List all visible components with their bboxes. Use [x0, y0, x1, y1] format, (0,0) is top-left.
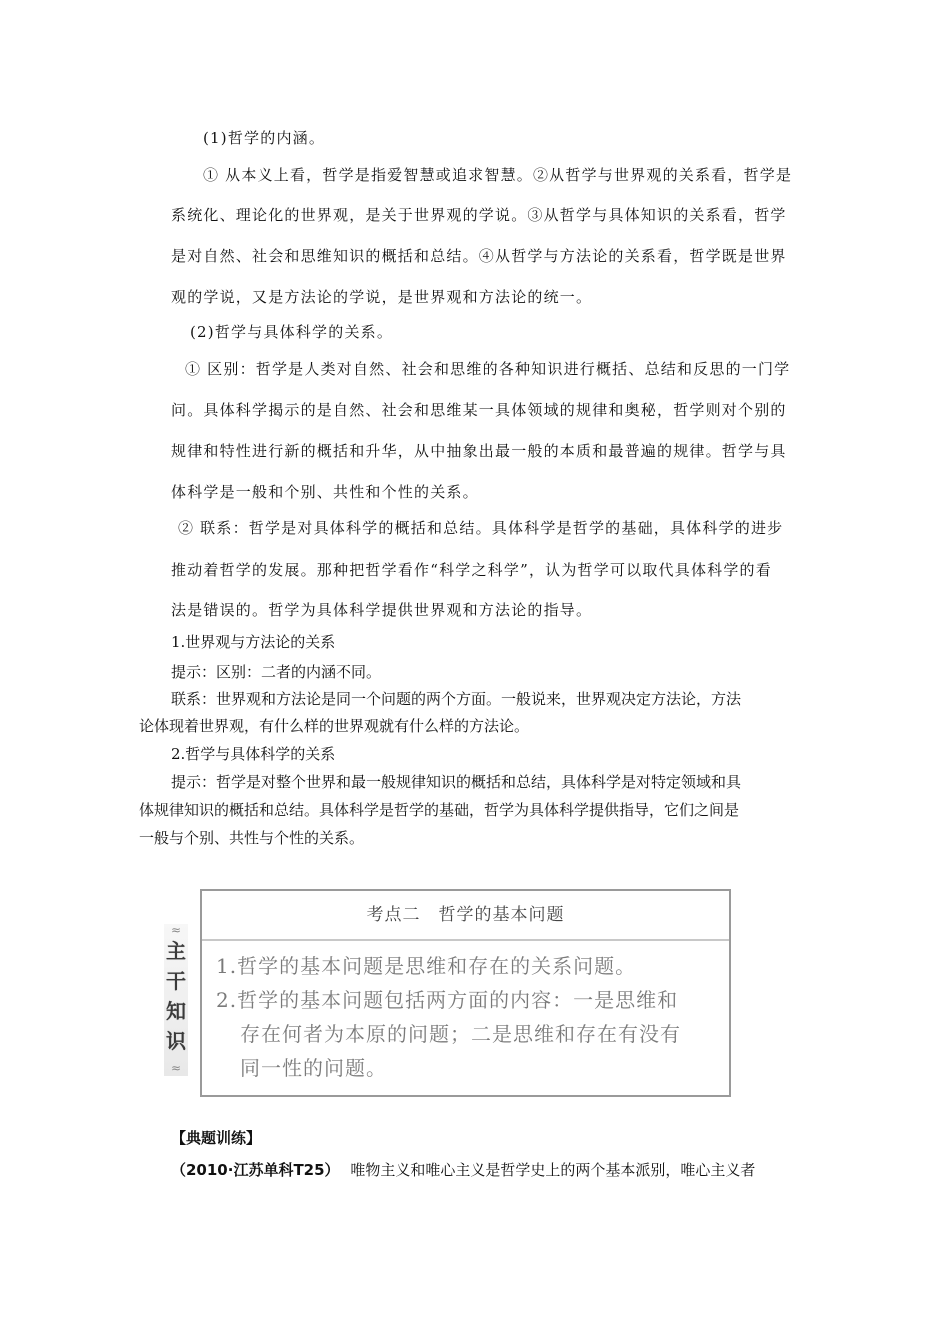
subheading: 2.哲学与具体科学的关系 — [171, 745, 336, 763]
panel-line: 存在何者为本原的问题；二是思维和存在有没有 — [240, 1022, 681, 1046]
paragraph-heading: (1)哲学的内涵。 — [203, 129, 326, 147]
paragraph-line: 联系：世界观和方法论是同一个问题的两个方面。一般说来，世界观决定方法论，方法 — [171, 690, 742, 708]
paragraph-line: 一般与个别、共性与个性的关系。 — [139, 829, 365, 847]
paragraph-line: 问。具体科学揭示的是自然、社会和思维某一具体领域的规律和奥秘，哲学则对个别的 — [171, 401, 787, 419]
panel-line: 2.哲学的基本问题包括两方面的内容：一是思维和 — [216, 988, 679, 1012]
knowledge-panel — [200, 889, 731, 1097]
paragraph-line: 提示：区别：二者的内涵不同。 — [171, 663, 382, 681]
side-label-char: 主 — [166, 939, 186, 963]
paragraph-line: 观的学说，又是方法论的学说，是世界观和方法论的统一。 — [171, 288, 593, 306]
paragraph-line: 法是错误的。哲学为具体科学提供世界观和方法论的指导。 — [171, 601, 593, 619]
side-label-char: 识 — [166, 1029, 186, 1053]
paragraph-line: 体规律知识的概括和总结。具体科学是哲学的基础，哲学为具体科学提供指导，它们之间是 — [139, 801, 740, 819]
paragraph-line: 论体现着世界观，有什么样的世界观就有什么样的方法论。 — [139, 717, 530, 735]
paragraph-line: 规律和特性进行新的概括和升华，从中抽象出最一般的本质和最普遍的规律。哲学与具 — [171, 442, 787, 460]
paragraph-line: 系统化、理论化的世界观，是关于世界观的学说。③从哲学与具体知识的关系看，哲学 — [171, 206, 787, 224]
question-line — [171, 1160, 755, 1180]
paragraph-heading: (2)哲学与具体科学的关系。 — [190, 323, 394, 341]
section-heading: 【典题训练】 — [171, 1129, 262, 1147]
question-text: 唯物主义和唯心主义是哲学史上的两个基本派别，唯心主义者 — [350, 1161, 756, 1179]
subheading: 1.世界观与方法论的关系 — [171, 633, 336, 651]
question-source: （2010·江苏单科T25） — [171, 1161, 340, 1179]
paragraph-line: ② 联系：哲学是对具体科学的概括和总结。具体科学是哲学的基础，具体科学的进步 — [178, 519, 784, 537]
paragraph-line: 体科学是一般和个别、共性和个性的关系。 — [171, 483, 479, 501]
panel-line: 同一性的问题。 — [240, 1056, 387, 1080]
chevron-down-icon: ≈ — [170, 1061, 182, 1075]
paragraph-line: 提示：哲学是对整个世界和最一般规律知识的概括和总结，具体科学是对特定领域和具 — [171, 773, 742, 791]
paragraph-line: ① 从本义上看，哲学是指爱智慧或追求智慧。②从哲学与世界观的关系看，哲学是 — [203, 166, 793, 184]
paragraph-line: 是对自然、社会和思维知识的概括和总结。④从哲学与方法论的关系看，哲学既是世界 — [171, 247, 787, 265]
panel-line: 1.哲学的基本问题是思维和存在的关系问题。 — [216, 954, 637, 978]
chevron-up-icon: ≈ — [170, 923, 182, 937]
side-label-main-knowledge — [164, 924, 188, 1076]
paragraph-line: 推动着哲学的发展。那种把哲学看作“科学之科学”，认为哲学可以取代具体科学的看 — [171, 561, 772, 579]
panel-title: 考点二 哲学的基本问题 — [202, 891, 729, 941]
side-label-char: 干 — [166, 969, 186, 993]
paragraph-line: ① 区别：哲学是人类对自然、社会和思维的各种知识进行概括、总结和反思的一门学 — [185, 360, 791, 378]
side-label-char: 知 — [166, 999, 186, 1023]
